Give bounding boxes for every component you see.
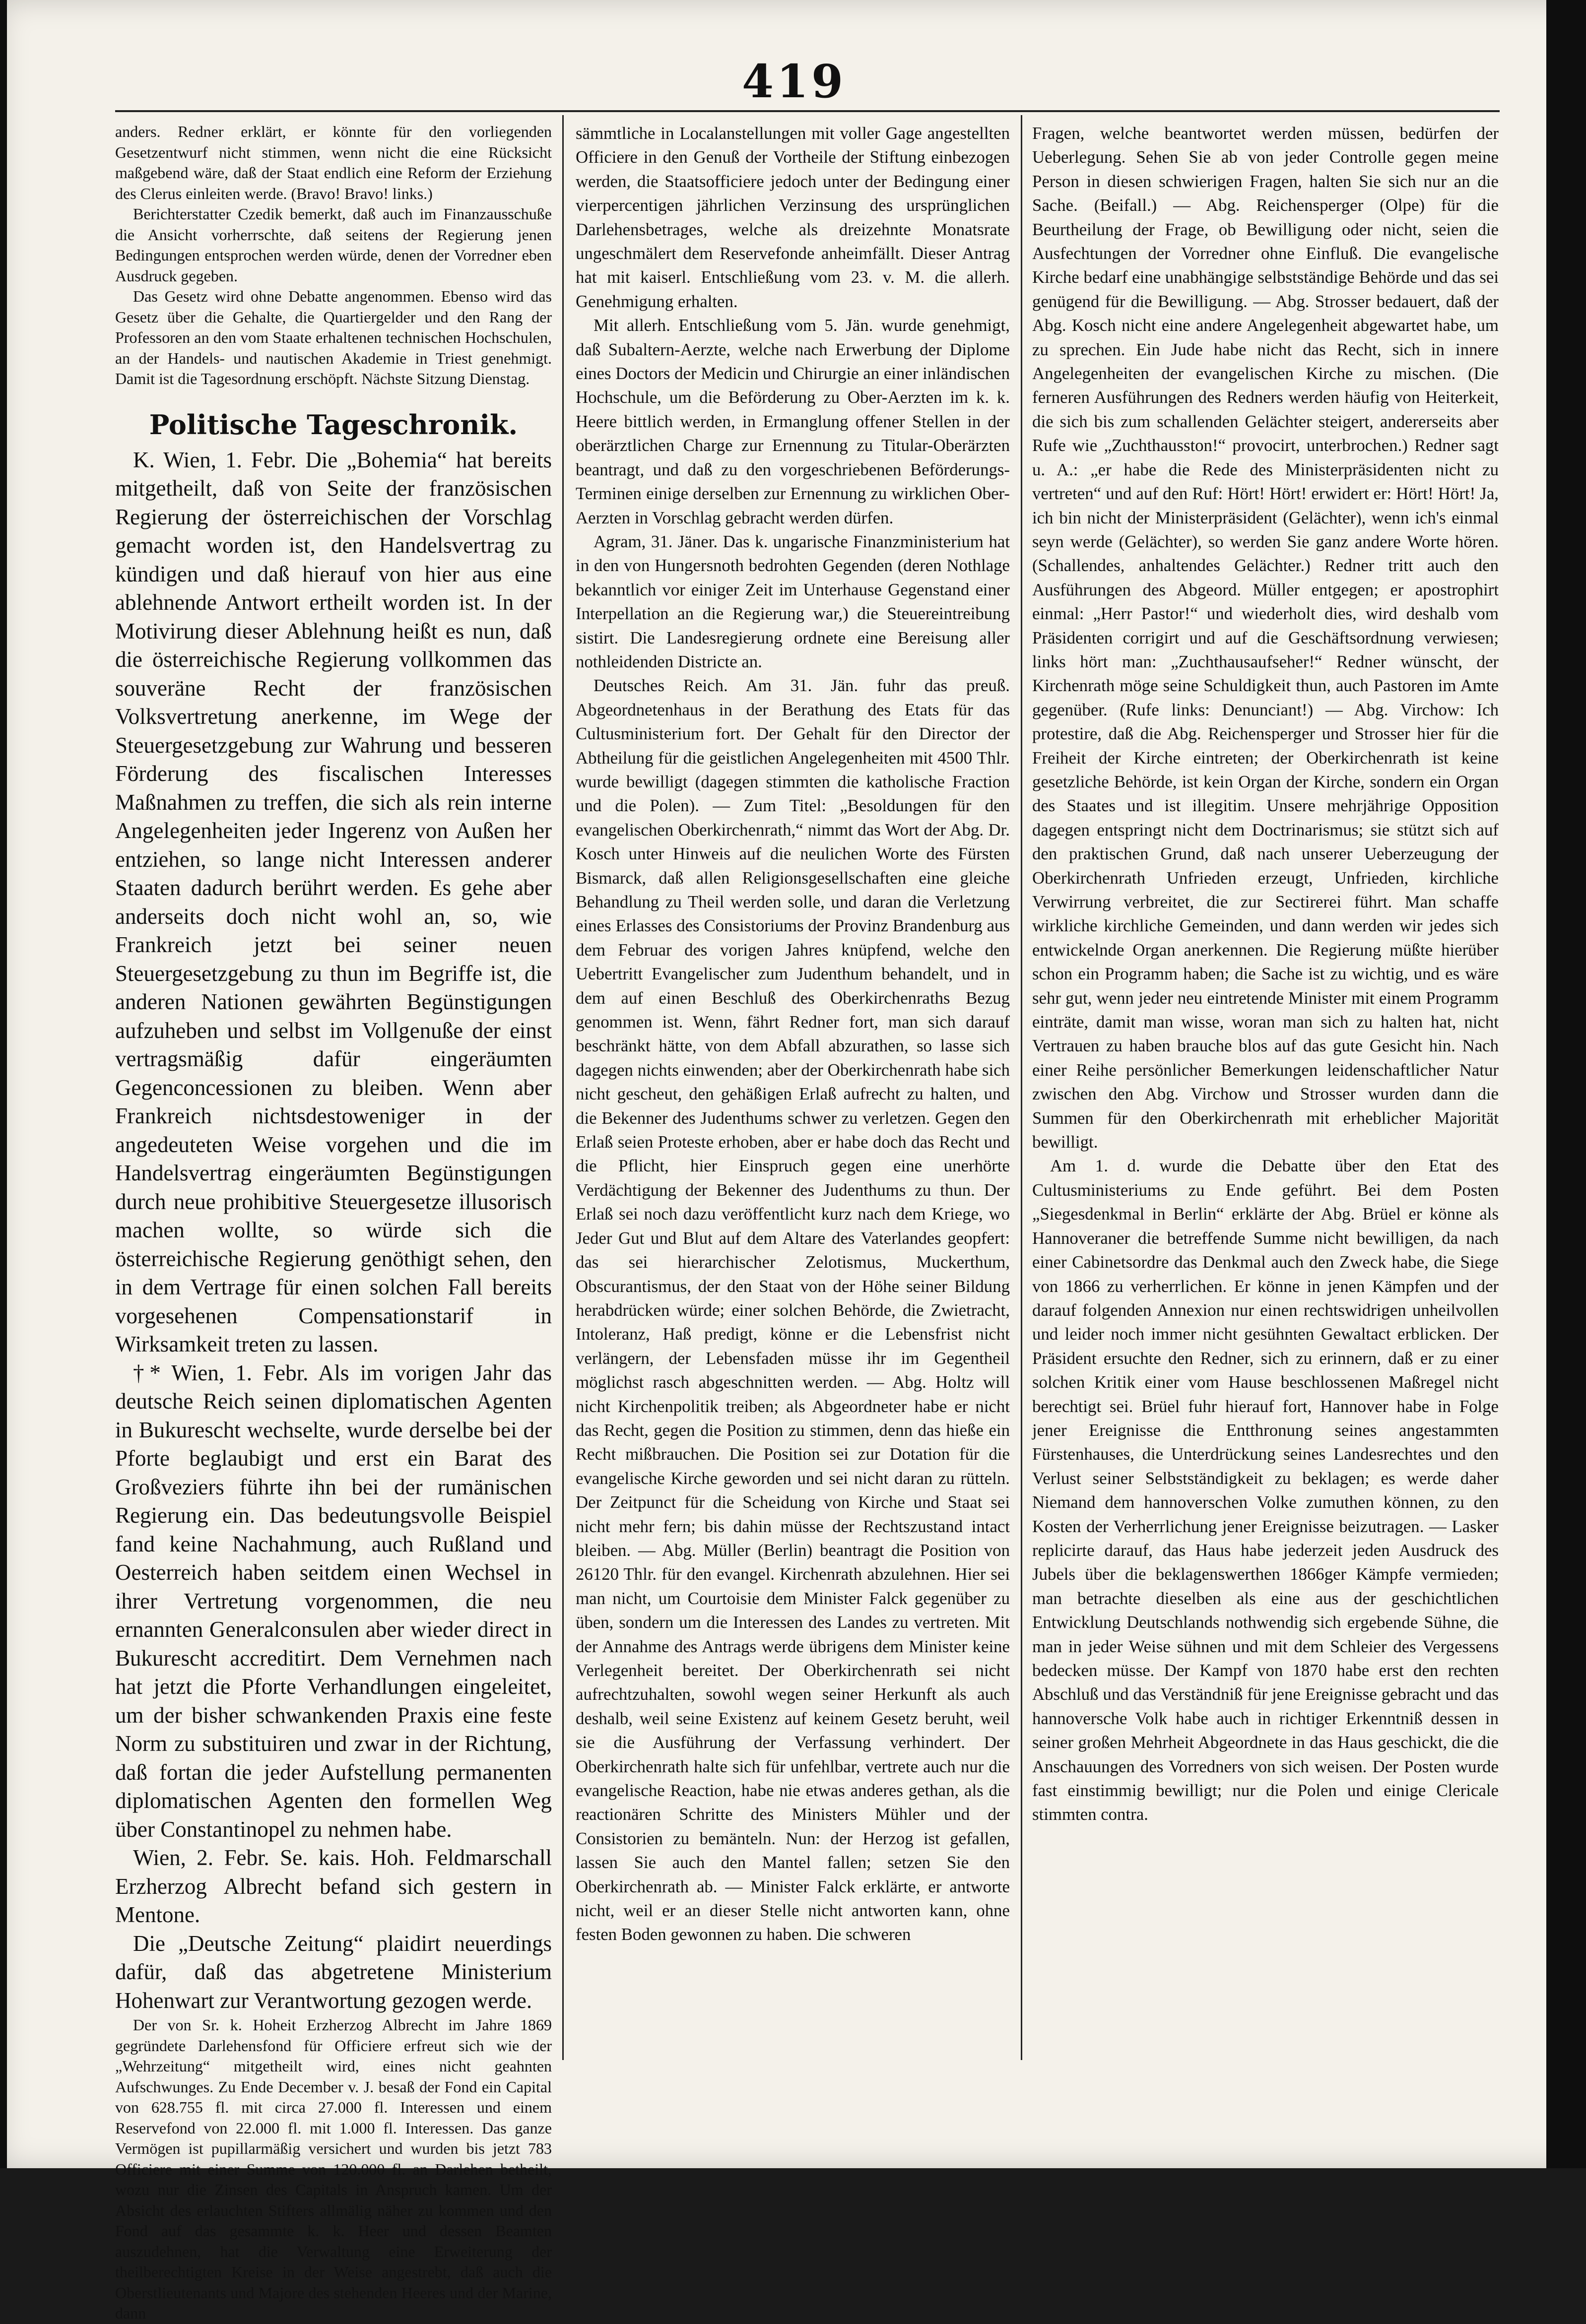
column-1 bbox=[115, 122, 552, 2322]
scan-right-edge bbox=[1546, 0, 1586, 2168]
article-paragraph: K. Wien, 1. Febr. Die „Bohemia“ hat bereits mitgetheilt, daß von Seite der französischen Regierung der österreichischen der Vorschlag gemacht worden ist, den Handelsvertrag zu kündigen und daß hierauf von hier aus eine ablehnende Antwort ertheilt worden ist. In der Motivirung dieser Ablehnung heißt es nun, daß die österreichische Regierung vollkommen das souveräne Recht der französischen Volksvertretung anerkenne, im Wege der Steuergesetzgebung zur Wahrung und besseren Förderung des fiscalischen Interesses Maßnahmen zu treffen, die sich als rein interne Angelegenheiten jeder Ingerenz von Außen her entziehen, so lange nicht Interessen anderer Staaten dadurch berührt werden. Es gehe aber anderseits doch nicht wohl an, so, wie Frankreich jetzt bei seiner neuen Steuergesetzgebung zu thun im Begriffe ist, die anderen Nationen gewährten Begünstigungen aufzuheben und selbst im Vollgenuße der einst vertragsmäßig dafür eingeräumten Gegenconcessionen zu bleiben. Wenn aber Frankreich nichtsdestoweniger in der angedeuteten Weise vorgehen und die im Handelsvertrag eingeräumten Begünstigungen durch neue prohibitive Steuergesetze illusorisch machen wollte, so würde sich die österreichische Regierung genöthigt sehen, den in dem Vertrage für einen solchen Fall bereits vorgesehenen Compensationstarif in Wirksamkeit treten zu lassen. bbox=[115, 447, 552, 1356]
article-paragraph: Deutsches Reich. Am 31. Jän. fuhr das preuß. Abgeordnetenhaus in der Berathung des Etats für das Cultusministerium fort. Der Gehalt für den Director der Abtheilung für die geistlichen Angelegenheiten mit 4500 Thlr. wurde bewilligt (dagegen stimmten die katholische Fraction und die Polen). — Zum Titel: „Besoldungen für den evangelischen Oberkirchenrath,“ nimmt das Wort der Abg. Dr. Kosch unter Hinweis auf die neulichen Worte des Fürsten Bismarck, daß allen Religionsgesellschaften eine gleiche Behandlung zu Theil werden solle, und daran die Verletzung eines Erlasses des Consistoriums der Provinz Brandenburg aus dem Februar des vorigen Jahres knüpfend, welche den Uebertritt Evangelischer zum Judenthum behandelt, und in dem auf einen Beschluß des Oberkirchenraths Bezug genommen ist. Wenn, fährt Redner fort, man sich darauf beschränkt hätte, von dem Abfall abzurathen, so lasse sich dagegen nichts einwenden; aber der Oberkirchenrath habe sich nicht gescheut, den gehäßigen Erlaß aufrecht zu halten, und die Bekenner des Judenthums schwer zu verletzen. Gegen den Erlaß seien Proteste erhoben, aber er habe doch das Recht und die Pflicht, hier Einspruch gegen eine unerhörte Verdächtigung der Bekenner des Judenthums zu thun. Der Erlaß sei noch dazu veröffentlicht kurz nach dem Kriege, wo Jeder Gut und Blut auf dem Altare des Vaterlandes geopfert: das sei hierarchischer Zelotismus, Muckerthum, Obscurantismus, der den Staat von der Höhe seiner Bildung herabdrücken würde; einer solchen Behörde, die Zwietracht, Intoleranz, Haß predigt, könne er die Lebensfrist nicht verlängern, der Lebensfaden müsse ihr im Gegentheil möglichst rasch abgeschnitten werden. — Abg. Holtz will nicht Kirchenpolitik treiben; als Abgeordneter habe er nicht das Recht, gegen die Position zu stimmen, denn das hieße ein Recht mißbrauchen. Die Position sei zur Dotation für die evangelische Kirche geworden und sei nicht daran zu rütteln. Der Zeitpunct für die Scheidung von Kirche und Staat sei nicht mehr fern; bis dahin müsse der Rechtszustand intact bleiben. — Abg. Müller (Berlin) beantragt die Position von 26120 Thlr. für den evangel. Kirchenrath abzulehnen. Hier sei man nicht, um Courtoisie dem Minister Falck gegenüber zu üben, sondern um die Interessen des Landes zu vertreten. Mit der Annahme des Antrags werde übrigens dem Minister keine Verlegenheit bereitet. Der Oberkirchenrath sei nicht aufrechtzuhalten, sowohl wegen seiner Herkunft als auch deshalb, weil seine Existenz auf keinem Gesetz beruht, weil sie die Ausführung der Verfassung verhindert. Der Oberkirchenrath halte sich für unfehlbar, vertrete auch nur die evangelische Reaction, habe nie etwas anderes gethan, als die reactionären Schritte des Ministers Mühler und der Consistorien zu bemänteln. Nun: der Herzog ist gefallen, lassen Sie auch den Mantel fallen; setzen Sie den Oberkirchenrath ab. — Minister Falck erklärte, er antworte nicht, weil er an dieser Stelle nicht antworten kann, ohne festen Boden gewonnen zu haben. Die schweren bbox=[576, 676, 1010, 1944]
section-heading: Politische Tageschronik. bbox=[149, 408, 518, 441]
article-paragraph: Das Gesetz wird ohne Debatte angenommen. Ebenso wird das Gesetz über die Gehalte, die Quartiergelder und den Rang der Professoren an den vom Staate erhaltenen technischen Hochschulen, an der Handels- und nautischen Akademie in Triest genehmigt. Damit ist die Tagesordnung erschöpft. Nächste Sitzung Dienstag. bbox=[115, 287, 552, 387]
article-paragraph: Fragen, welche beantwortet werden müssen, bedürfen der Ueberlegung. Sehen Sie ab von jeder Controlle gegen meine Person in diesen schwierigen Fragen, halten Sie sich nur an die Sache. (Beifall.) — Abg. Reichensperger (Olpe) für die Beurtheilung der Frage, ob Bewilligung oder nicht, seien die Ausfechtungen der Vorredner ohne Einfluß. Die evangelische Kirche bedarf eine unabhängige selbstständige Behörde und das sei genügend für die Bewilligung. — Abg. Strosser bedauert, daß der Abg. Kosch nicht eine andere Angelegenheit abgewartet habe, um zu sprechen. Ein Jude habe nicht das Recht, sich in innere Angelegenheiten der evangelischen Kirche zu mischen. (Die ferneren Ausführungen des Redners werden häufig von Heiterkeit, die sich bis zum schallenden Gelächter steigert, andererseits aber Rufe wie „Zuchthausston!“ provocirt, unterbrochen.) Redner sagt u. A.: „er habe die Rede des Ministerpräsidenten nicht zu vertreten“ und auf den Ruf: Hört! Hört! erwidert er: Hört! Hört! Ja, ich bin nicht der Ministerpräsident (Gelächter), wenn ich's einmal seyn werde (Gelächter), so werden Sie ganz andere Worte hören. (Schallendes, anhaltendes Gelächter.) Redner tritt auch den Ausführungen des Abgeord. Müller entgegen; er apostrophirt einmal: „Herr Pastor!“ und wiederholt dies, wird deshalb vom Präsidenten corrigirt und auf die Geschäftsordnung verwiesen; links hört man: „Zuchthausaufseher!“ Redner wünscht, der Kirchenrath möge seine Schuldigkeit thun, auch Pastoren im Amte gegenüber. (Rufe links: Denunciant!) — Abg. Virchow: Ich protestire, daß die Abg. Reichensperger und Strosser hier für die Freiheit der Kirche eintreten; der Oberkirchenrath ist keine gesetzliche Behörde, ist kein Organ der Kirche, sondern ein Organ des Staates und ist illegitim. Unsere mehrjährige Opposition dagegen entspringt nicht dem Doctrinarismus; sie stützt sich auf den praktischen Grund, daß nach unserer Ueberzeugung der Oberkirchenrath Unfrieden erzeugt, Unfrieden, kirchliche Verwirrung verbreitet, die zur Sectirerei führt. Man schaffe wirkliche kirchliche Gemeinden, und dann werden wir jedes sich entwickelnde Organ anerkennen. Die Regierung müßte hierüber schon ein Programm haben; die Sache ist zu wichtig, und es wäre sehr gut, wenn jeder neu eintretende Minister mit einem Programm einträte, damit man wisse, woran man sich zu halten hat, nicht Vertrauen zu haben brauche blos auf das gute Gesicht hin. Nach einer Reihe persönlicher Bemerkungen leidenschaftlicher Natur zwischen den Abg. Virchow und Strosser wurden dann die Summen für den Oberkirchenrath mit erheblicher Majorität bewilligt. bbox=[1032, 124, 1499, 1152]
column-2 bbox=[576, 122, 1010, 2057]
article-paragraph: sämmtliche in Localanstellungen mit voller Gage angestellten Officiere in den Genuß der Vortheile der Stiftung einbezogen werden, die Staatsofficiere jedoch unter der Bedingung einer vierpercentigen jährlichen Verzinsung des ursprünglichen Darlehensbetrages, welche als dreizehnte Monatsrate ungeschmälert dem Reservefonde anheimfällt. Dieser Antrag hat mit kaiserl. Entschließung vom 23. v. M. die allerh. Genehmigung erhalten. bbox=[576, 124, 1010, 311]
column-rule-1 bbox=[562, 115, 564, 2060]
article-paragraph: Berichterstatter Czedik bemerkt, daß auch im Finanzausschuße die Ansicht vorherrschte, daß seitens der Regierung jenen Bedingungen entsprochen werden würde, denen der Vorredner eben Ausdruck gegeben. bbox=[115, 205, 552, 285]
column-3 bbox=[1032, 122, 1499, 2057]
article-paragraph: Wien, 2. Febr. Se. kais. Hoh. Feldmarschall Erzherzog Albrecht befand sich gestern in Mentone. bbox=[115, 1845, 552, 1927]
scan-left-edge bbox=[0, 0, 7, 2168]
page-number: 419 bbox=[741, 55, 847, 108]
article-paragraph: anders. Redner erklärt, er könnte für den vorliegenden Gesetzentwurf nicht stimmen, wenn nicht die eine Rücksicht maßgebend wäre, daß der Staat endlich eine Reform der Erziehung des Clerus einleiten werde. (Bravo! Bravo! links.) bbox=[115, 123, 552, 202]
article-paragraph: Mit allerh. Entschließung vom 5. Jän. wurde genehmigt, daß Subaltern-Aerzte, welche nach Erwerbung der Diplome eines Doctors der Medicin und Chirurgie an einer inländischen Hochschule, um die Beförderung zu Ober-Aerzten im k. k. Heere bittlich werden, in Ermanglung offener Stellen in der oberärztlichen Charge zur Ernennung zu Titular-Oberärzten beantragt, und daß zu den vorgeschriebenen Beförderungs-Terminen einige derselben zur Ernennung zu wirklichen Ober-Aerzten in Vorschlag gebracht werden dürfen. bbox=[576, 316, 1010, 527]
article-paragraph: Die „Deutsche Zeitung“ plaidirt neuerdings dafür, daß das abgetretene Ministerium Hohenwart zur Verantwortung gezogen werde. bbox=[115, 1931, 552, 2013]
article-paragraph: †* Wien, 1. Febr. Als im vorigen Jahr das deutsche Reich seinen diplomatischen Agenten in Bukurescht wechselte, wurde derselbe bei der Pforte beglaubigt und erst ein Barat des Großveziers führte ihn bei der rumänischen Regierung ein. Das bedeutungsvolle Beispiel fand keine Nachahmung, auch Rußland und Oesterreich haben seitdem einen Wechsel in ihrer Vertretung vorgenommen, die neu ernannten Generalconsulen aber wieder direct in Bukurescht accreditirt. Dem Vernehmen nach hat jetzt die Pforte Verhandlungen eingeleitet, um der bisher schwankenden Praxis eine feste Norm zu substituiren und zwar in der Richtung, daß fortan die jeder Aufstellung permanenten diplomatischen Agenten den formellen Weg über Constantinopel zu nehmen habe. bbox=[115, 1360, 552, 1842]
article-paragraph: Am 1. d. wurde die Debatte über den Etat des Cultusministeriums zu Ende geführt. Bei dem Posten „Siegesdenkmal in Berlin“ erklärte der Abg. Brüel er könne als Hannoveraner die betreffende Summe nicht bewilligen, da nach einer Cabinetsordre das Denkmal auch den Zweck habe, die Siege von 1866 zu verherrlichen. Er könne in jenen Kämpfen und der darauf folgenden Annexion nur einen rechtswidrigen unheilvollen und leider noch immer nicht gesühnten Gewaltact erblicken. Der Präsident ersuchte den Redner, sich zu erinnern, daß er zu einer solchen Kritik einer vom Hause beschlossenen Maßregel nicht berechtigt sei. Brüel fuhr hierauf fort, Hannover habe in Folge jener Ereignisse die Entthronung seines angestammten Fürstenhauses, die Unterdrückung seines Landesrechtes und den Verlust seiner Selbstständigkeit zu beklagen; es werde daher Niemand dem hannoverschen Volke zumuthen können, zu den Kosten der Verherrlichung jener Ereignisse beizutragen. — Lasker replicirte darauf, das Haus habe jederzeit jeden Ausdruck des Jubels über die beklagenswerthen 1866ger Kämpfe vermieden; man betrachte dieselben als eine aus der geschichtlichen Entwicklung Deutschlands nothwendig sich ergebende Sühne, die man in jeder Weise sühnen und mit dem Schleier des Vergessens bedecken müsse. Der Kampf von 1870 habe erst den rechten Abschluß und das Verständniß für jene Ereignisse gebracht und das hannoversche Volk habe auch in richtiger Erkenntniß dessen in seiner großen Mehrheit Abgeordnete in das Haus geschickt, die die Anschauungen des Vorredners von sich weisen. Der Posten wurde fast einstimmig bewilligt; nur die Polen und einige Clericale stimmten contra. bbox=[1032, 1156, 1499, 1824]
article-paragraph: Der von Sr. k. Hoheit Erzherzog Albrecht im Jahre 1869 gegründete Darlehensfond für Officiere erfreut sich wie der „Wehrzeitung“ mitgetheilt wird, eines nicht geahnten Aufschwunges. Zu Ende December v. J. besaß der Fond ein Capital von 628.755 fl. mit circa 27.000 fl. Interessen und einem Reservefond von 22.000 fl. mit 1.000 fl. Interessen. Das ganze Vermögen ist pupillarmäßig versichert und wurden bis jetzt 783 Officiere mit einer Summe von 120.000 fl. an Darlehen betheilt, wozu nur die Zinsen des Capitals in Anspruch kamen. Um der Absicht des erlauchten Stifters allmälig näher zu kommen und den Fond auf das gesammte k. k. Heer und dessen Beamten auszudehnen, hat die Verwaltung eine Erweiterung der theilberechtigten Kreise in der Weise angestrebt, daß auch die Oberstlieutenants und Majore des stehenden Heeres und der Marine, dann bbox=[115, 2016, 552, 2322]
column-rule-2 bbox=[1021, 115, 1022, 2060]
header-rule bbox=[115, 110, 1500, 112]
article-paragraph: Agram, 31. Jäner. Das k. ungarische Finanzministerium hat in den von Hungersnoth bedrohten Gegenden (deren Nothlage bekanntlich vor einiger Zeit im Unterhause Gegenstand einer Interpellation an die Regierung war,) die Steuereintreibung sistirt. Die Landesregierung ordnete eine Bereisung aller nothleidenden Districte an. bbox=[576, 531, 1010, 671]
